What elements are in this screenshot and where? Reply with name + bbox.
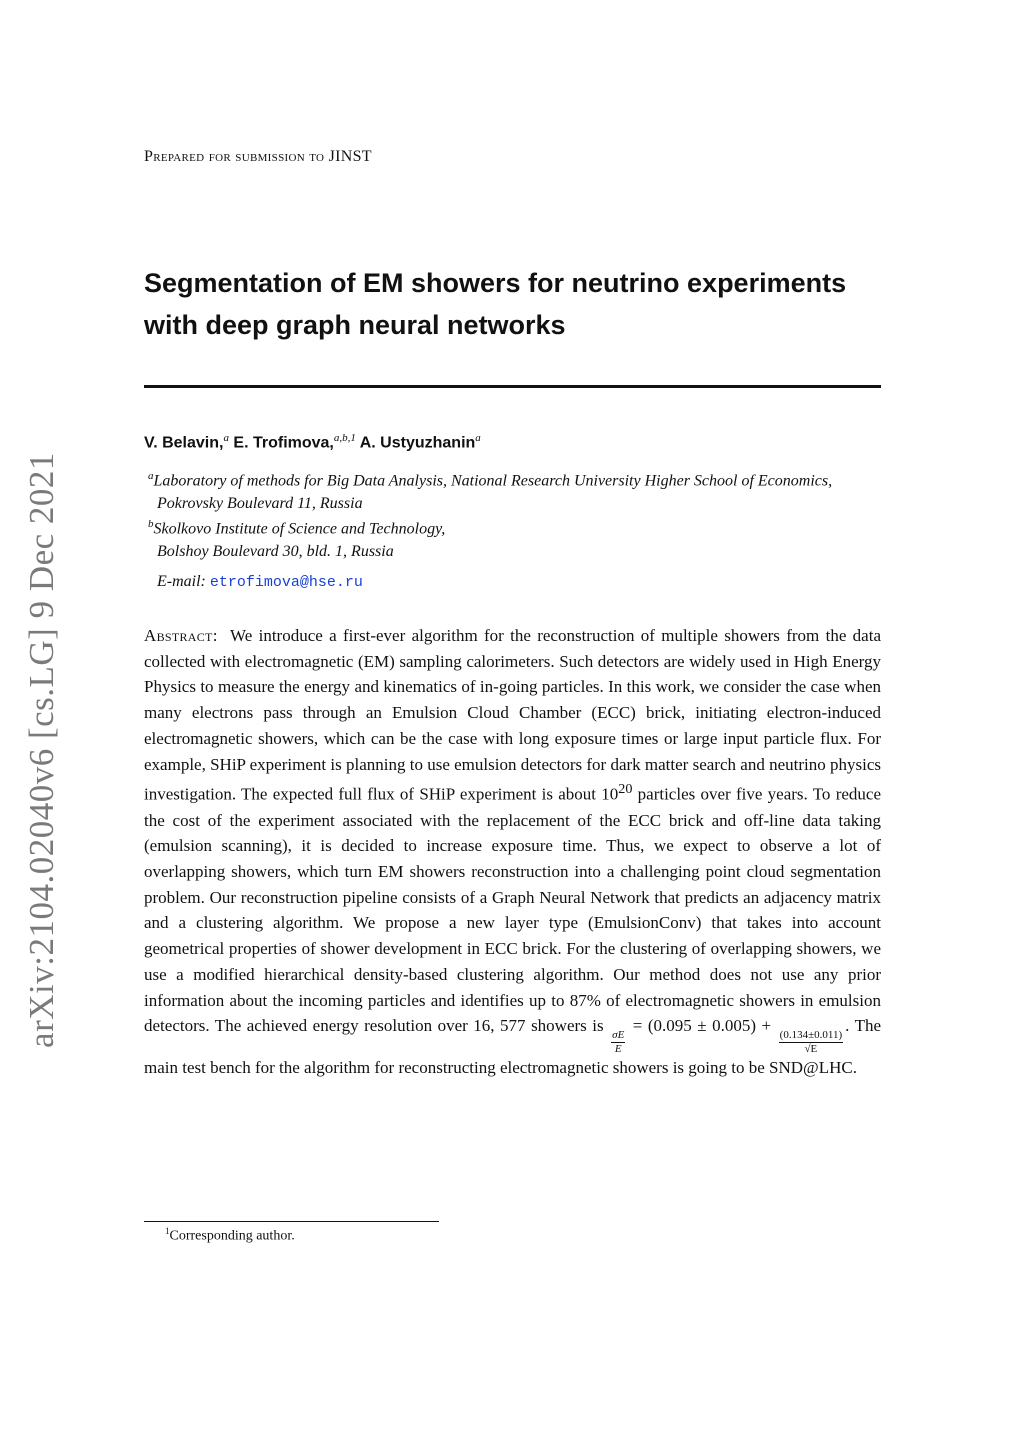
abstract-text-3: . The main test bench for the algorithm for reconstructing electromagnetic showers is going to be SND@LHC.	[144, 1016, 882, 1078]
paper-title	[144, 262, 884, 346]
abstract	[144, 623, 881, 1081]
author-name: V. Belavin,	[144, 434, 224, 452]
author-affil-mark: a	[223, 432, 229, 444]
affiliation-address: Pokrovsky Boulevard 11, Russia	[157, 495, 363, 513]
abstract-text-1: We introduce a first-ever algorithm for the reconstruction of multiple showers from the data collected with electromagnetic (EM) sampling calorimeters. Such detectors are widely used in High Energy Physics to measure the energy and kinematics of in-going particles. In this work, we consider the case when many electrons pass through an Emulsion Cloud Chamber (ECC) brick, initiating electron-induced electromagnetic showers, which can be the case with long exposure times or large input particle flux. For example, SHiP experiment is planning to use emulsion detectors for dark matter search and neutrino physics investigation. The expected full flux of SHiP experiment is about 10	[144, 626, 881, 804]
abstract-text-2: particles over five years. To reduce the cost of the experiment associated with the replacement of the ECC brick and off-line data taking (emulsion scanning), it is decided to increase exposure time. Thus, we expect to observe a lot of overlapping showers, which turn EM showers reconstruction into a challenging point cloud segmentation problem. Our reconstruction pipeline consists of a Graph Neural Network that predicts an adjacency matrix and a clustering algorithm. We propose a new layer type (EmulsionConv) that takes into account geometrical properties of shower development in ECC brick. For the clustering of overlapping showers, we use a modified hierarchical density-based clustering algorithm. Our method does not use any prior information about the incoming particles and identifies up to 87% of electromagnetic showers in emulsion detectors. The achieved energy resolution over 16, 577 showers is	[144, 784, 881, 1036]
author-list	[144, 432, 481, 452]
abstract-exponent: 20	[618, 781, 633, 798]
fraction-denominator: √E	[804, 1043, 818, 1056]
abstract-formula-middle: = (0.095 ± 0.005) +	[627, 1016, 777, 1036]
affiliation-mark: b	[148, 518, 154, 530]
footnote-rule	[144, 1221, 439, 1222]
author-name: A. Ustyuzhanin	[359, 434, 476, 452]
abstract-heading: Abstract:	[144, 626, 218, 645]
affiliation-line: Skolkovo Institute of Science and Technology,	[153, 520, 446, 538]
sigma-fraction	[611, 1030, 625, 1055]
footnote	[165, 1226, 295, 1245]
affiliation-line: Laboratory of methods for Big Data Analysis, National Research University Higher School of Economics,	[153, 472, 833, 490]
email-line	[157, 573, 363, 591]
author-affil-mark: a	[475, 432, 481, 444]
fraction-denominator: E	[614, 1043, 622, 1056]
fraction-numerator: σE	[612, 1029, 625, 1042]
resolution-fraction	[779, 1030, 843, 1055]
footnote-text: Corresponding author.	[169, 1228, 295, 1244]
affiliation-b	[148, 513, 888, 563]
title-line-1: Segmentation of EM showers for neutrino experiments	[144, 268, 847, 298]
author-name: E. Trofimova,	[233, 434, 334, 452]
email-label: E-mail:	[157, 573, 206, 590]
affiliation-a	[148, 465, 888, 515]
author-affil-mark: a,b,1	[333, 432, 356, 444]
affiliation-mark: a	[148, 470, 154, 482]
title-rule	[144, 385, 881, 388]
arxiv-side-stamp	[12, 452, 72, 1048]
arxiv-identifier: arXiv:2104.02040v6 [cs.LG] 9 Dec 2021	[22, 452, 62, 1048]
title-line-2: with deep graph neural networks	[144, 310, 566, 340]
fraction-numerator: (0.134±0.011)	[779, 1029, 843, 1042]
footnote-mark: 1	[165, 1226, 170, 1236]
affiliation-address: Bolshoy Boulevard 30, bld. 1, Russia	[157, 543, 394, 561]
email-link[interactable]: etrofimova@hse.ru	[209, 574, 363, 591]
submission-note: Prepared for submission to JINST	[144, 148, 372, 165]
